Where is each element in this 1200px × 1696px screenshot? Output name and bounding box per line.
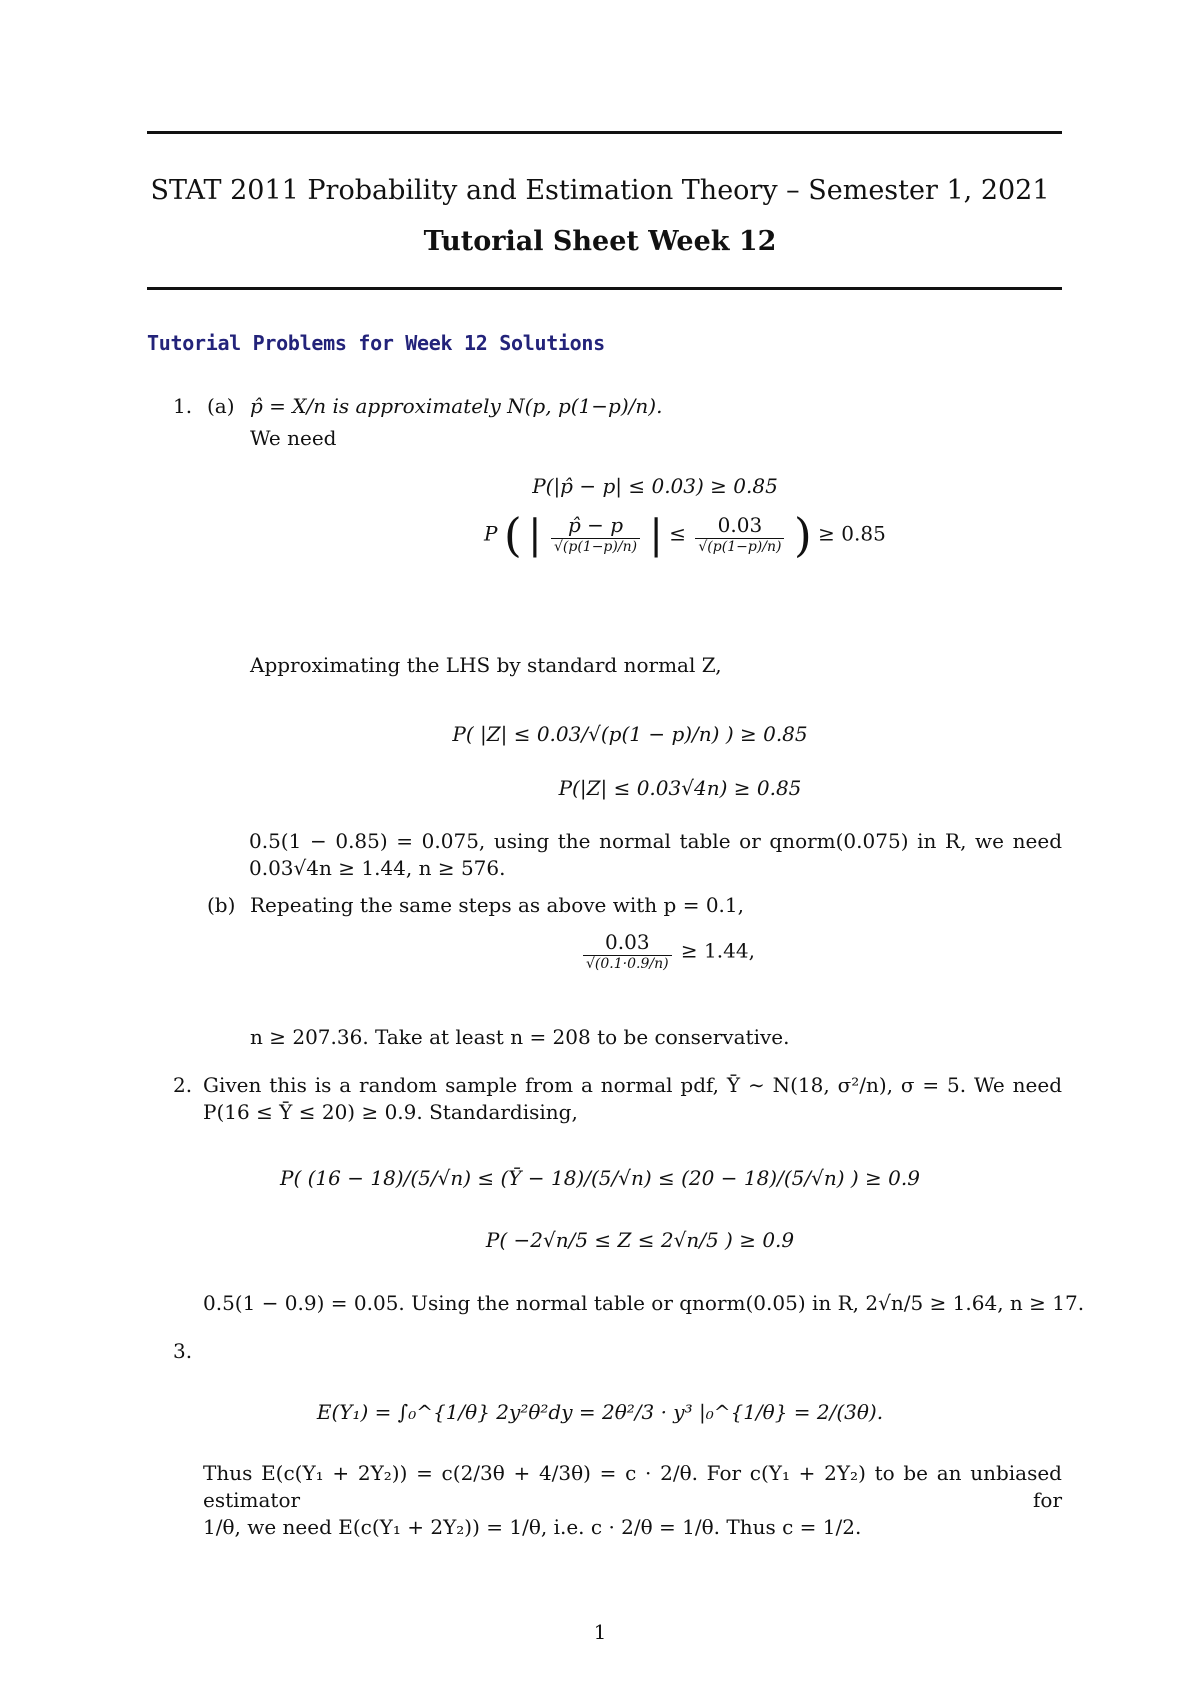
- eq2-open-paren: (: [503, 508, 522, 562]
- eq2-abs-open: |: [528, 512, 542, 558]
- p2-equation-2: P( −2√n/5 ≤ Z ≤ 2√n/5 ) ≥ 0.9: [485, 1228, 795, 1252]
- bottom-rule: [147, 287, 1062, 290]
- p1b-conclusion: n ≥ 207.36. Take at least n = 208 to be conservative.: [250, 1025, 790, 1049]
- eq2-den2: √(p(1−p)/n): [695, 538, 784, 557]
- approx-text: Approximating the LHS by standard normal Z,: [250, 653, 722, 677]
- eq5-num: 0.03: [605, 930, 650, 954]
- eq2-fraction-2: [695, 513, 784, 557]
- eq2-num1: p̂ − p: [567, 513, 624, 538]
- problem-3-number: 3.: [173, 1339, 193, 1363]
- eq2-close-paren: ): [793, 508, 812, 562]
- eq2-rhs: ≥ 0.85: [818, 521, 886, 546]
- p3-paragraph: [203, 1460, 1062, 1541]
- we-need-text: We need: [250, 426, 337, 450]
- problem-2-number: 2.: [173, 1073, 193, 1097]
- p2-line-1: Given this is a random sample from a normal pdf, Ȳ ∼ N(18, σ²/n), σ = 5. We need: [203, 1073, 1062, 1097]
- p1-paragraph-line-1: 0.5(1 − 0.85) = 0.075, using the normal table or qnorm(0.075) in R, we need: [249, 829, 1062, 853]
- p1-paragraph-line-2: 0.03√4n ≥ 1.44, n ≥ 576.: [249, 856, 506, 880]
- p1-paragraph-1: [249, 828, 1062, 882]
- p1-equation-5: [580, 930, 755, 974]
- p1-equation-3: P( |Z| ≤ 0.03/√(p(1 − p)/n) ) ≥ 0.85: [452, 722, 808, 746]
- p2-line-2: P(16 ≤ Ȳ ≤ 20) ≥ 0.9. Standardising,: [203, 1100, 578, 1124]
- eq5-fraction: [583, 930, 672, 974]
- p2-intro: [203, 1072, 1062, 1126]
- eq2-fraction-1: [551, 513, 640, 557]
- problem-1b-intro: Repeating the same steps as above with p = 0.1,: [250, 893, 744, 917]
- p1-equation-1: P(|p̂ − p| ≤ 0.03) ≥ 0.85: [532, 474, 778, 498]
- problem-1a-label: (a): [207, 394, 235, 418]
- top-rule: [147, 131, 1062, 134]
- eq5-den: √(0.1·0.9/n): [583, 955, 672, 974]
- document-title: STAT 2011 Probability and Estimation Theory – Semester 1, 2021: [150, 175, 1050, 206]
- p1-equation-2: [484, 508, 886, 562]
- p3-equation-1: E(Y₁) = ∫₀^{1/θ} 2y²θ²dy = 2θ²/3 · y³ |₀^{1/θ} = 2/(3θ).: [316, 1400, 884, 1424]
- section-title: Tutorial Problems for Week 12 Solutions: [147, 331, 605, 355]
- page-number: 1: [593, 1620, 607, 1644]
- p2-conclusion: 0.5(1 − 0.9) = 0.05. Using the normal table or qnorm(0.05) in R, 2√n/5 ≥ 1.64, n ≥ 17.: [203, 1291, 1085, 1315]
- p2-equation-1: P( (16 − 18)/(5/√n) ≤ (Ȳ − 18)/(5/√n) ≤ (20 − 18)/(5/√n) ) ≥ 0.9: [280, 1166, 920, 1190]
- p1-equation-4: P(|Z| ≤ 0.03√4n) ≥ 0.85: [558, 776, 802, 800]
- problem-1-number: 1.: [173, 394, 193, 418]
- eq2-leq: ≤: [669, 521, 687, 546]
- eq2-den1: √(p(1−p)/n): [551, 538, 640, 557]
- p3-line-1: Thus E(c(Y₁ + 2Y₂)) = c(2/3θ + 4/3θ) = c · 2/θ. For c(Y₁ + 2Y₂) to be an unbiased estimator for: [203, 1461, 1062, 1512]
- eq5-rhs: ≥ 1.44,: [680, 938, 755, 963]
- problem-1b-label: (b): [207, 893, 236, 917]
- problem-1a-intro: p̂ = X/n is approximately N(p, p(1−p)/n).: [250, 394, 663, 418]
- document-subtitle: Tutorial Sheet Week 12: [423, 226, 777, 257]
- p3-line-2: 1/θ, we need E(c(Y₁ + 2Y₂)) = 1/θ, i.e. c · 2/θ = 1/θ. Thus c = 1/2.: [203, 1515, 862, 1539]
- eq2-num2: 0.03: [717, 513, 763, 538]
- eq2-abs-close: |: [649, 512, 663, 558]
- eq2-lhs: P: [484, 521, 498, 546]
